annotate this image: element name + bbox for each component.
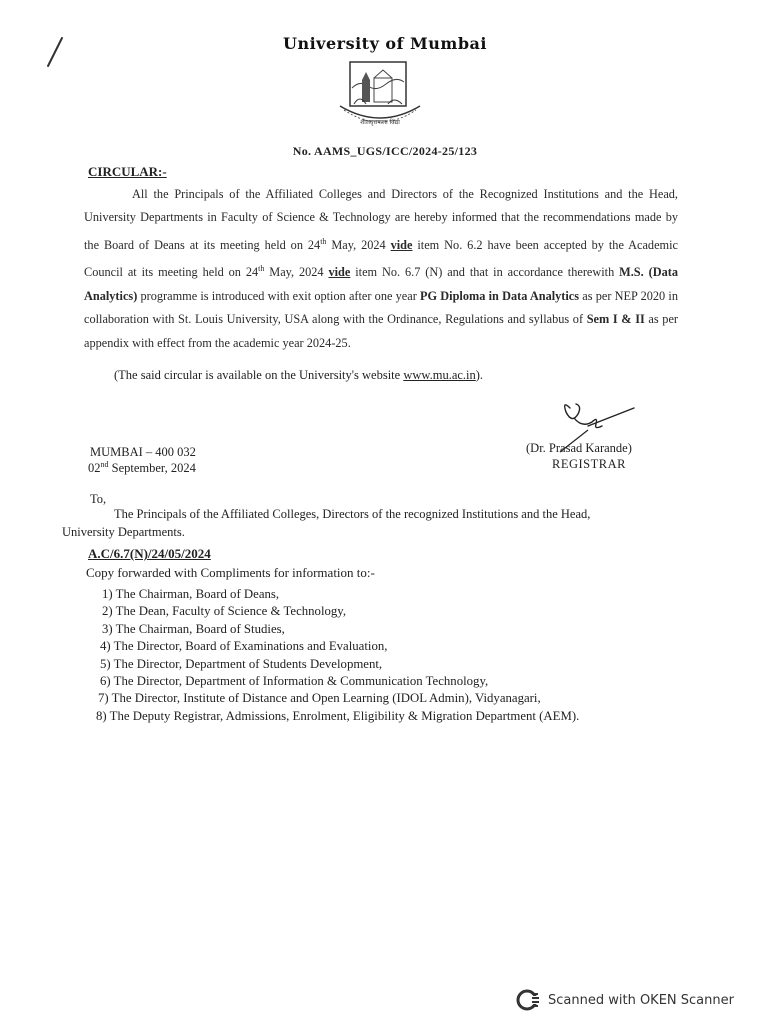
- copy-forward-intro: Copy forwarded with Compliments for information to:-: [86, 565, 375, 580]
- list-item: 2) The Dean, Faculty of Science & Technology,: [102, 604, 347, 619]
- body-text-4: May, 2024: [264, 265, 329, 280]
- date-rest: September, 2024: [108, 461, 196, 476]
- addressee-line-1: The Principals of the Affiliated Colleges, Directors of the recognized Institutions and the Head,: [114, 507, 591, 521]
- website-link[interactable]: www.mu.ac.in: [403, 368, 476, 382]
- body-text-2: May, 2024: [326, 237, 391, 252]
- university-name: University of Mumbai: [283, 34, 487, 53]
- date-day: 02: [88, 461, 101, 476]
- list-item: 1) The Chairman, Board of Deans,: [102, 587, 280, 601]
- body-text-8: as per appendix with effect from the academic year 2024-25.: [84, 312, 678, 350]
- sup-th-1: th: [320, 236, 327, 246]
- list-item: 8) The Deputy Registrar, Admissions, Enrolment, Eligibility & Migration Department (AEM).: [96, 708, 580, 723]
- body-text-1: All the Principals of the Affiliated Colleges and Directors of the Recognized Institutions and the Head, University Departments in Faculty of Science & Technology are hereby informed that the recommendations made by the Board of Deans at its meeting held on 24: [84, 187, 678, 252]
- vide-2: vide: [328, 265, 351, 280]
- crest-motto: शीलवृत्तफला विद्या: [360, 119, 400, 126]
- ac-reference: A.C/6.7(N)/24/05/2024: [88, 546, 211, 561]
- semester: Sem I & II: [586, 312, 645, 327]
- addressee-line-2: University Departments.: [62, 525, 185, 539]
- registrar-title: REGISTRAR: [552, 457, 626, 471]
- circular-body: [84, 183, 678, 355]
- addressee-text: [62, 505, 712, 541]
- place: MUMBAI – 400 032: [90, 445, 196, 459]
- recipient-list: [96, 586, 579, 725]
- diploma-name: PG Diploma in Data Analytics: [420, 288, 580, 303]
- list-item: 3) The Chairman, Board of Studies,: [102, 621, 285, 636]
- circular-heading: CIRCULAR:-: [88, 164, 167, 179]
- website-note-suffix: ).: [475, 368, 484, 382]
- registrar-name: (Dr. Prasad Karande): [526, 441, 632, 455]
- scanner-logo-icon: [516, 989, 542, 1011]
- website-note: [114, 368, 483, 383]
- vide-1: vide: [390, 237, 413, 252]
- scanner-watermark: [516, 988, 734, 1012]
- list-item: 4) The Director, Board of Examinations and Evaluation,: [100, 639, 388, 654]
- date: [88, 460, 196, 476]
- body-text-5: item No. 6.7 (N) and that in accordance therewith: [350, 265, 620, 280]
- sup-th-2: th: [258, 264, 265, 274]
- body-text-7: as per NEP 2020 in collaboration with St. Louis University, USA along with the Ordinance, Regulations and syllabus of: [84, 288, 678, 327]
- list-item: 5) The Director, Department of Students Development,: [100, 656, 383, 671]
- reference-number: No. AAMS_UGS/ICC/2024-25/123: [292, 144, 478, 158]
- website-note-prefix: (The said circular is available on the University's website: [114, 368, 404, 382]
- body-text-3: item No. 6.2 have been accepted by the Academic Council at its meeting held on 24: [84, 237, 678, 280]
- list-item: 7) The Director, Institute of Distance and Open Learning (IDOL Admin), Vidyanagari,: [98, 691, 541, 706]
- body-text-6: programme is introduced with exit option after one year: [137, 288, 421, 303]
- scanner-text: Scanned with OKEN Scanner: [548, 992, 734, 1008]
- list-item: 6) The Director, Department of Information & Communication Technology,: [100, 674, 489, 689]
- programme-name: M.S. (Data Analytics): [84, 265, 678, 303]
- date-sup: nd: [100, 460, 109, 469]
- to-label: To,: [90, 492, 107, 506]
- university-crest-logo: [330, 58, 430, 134]
